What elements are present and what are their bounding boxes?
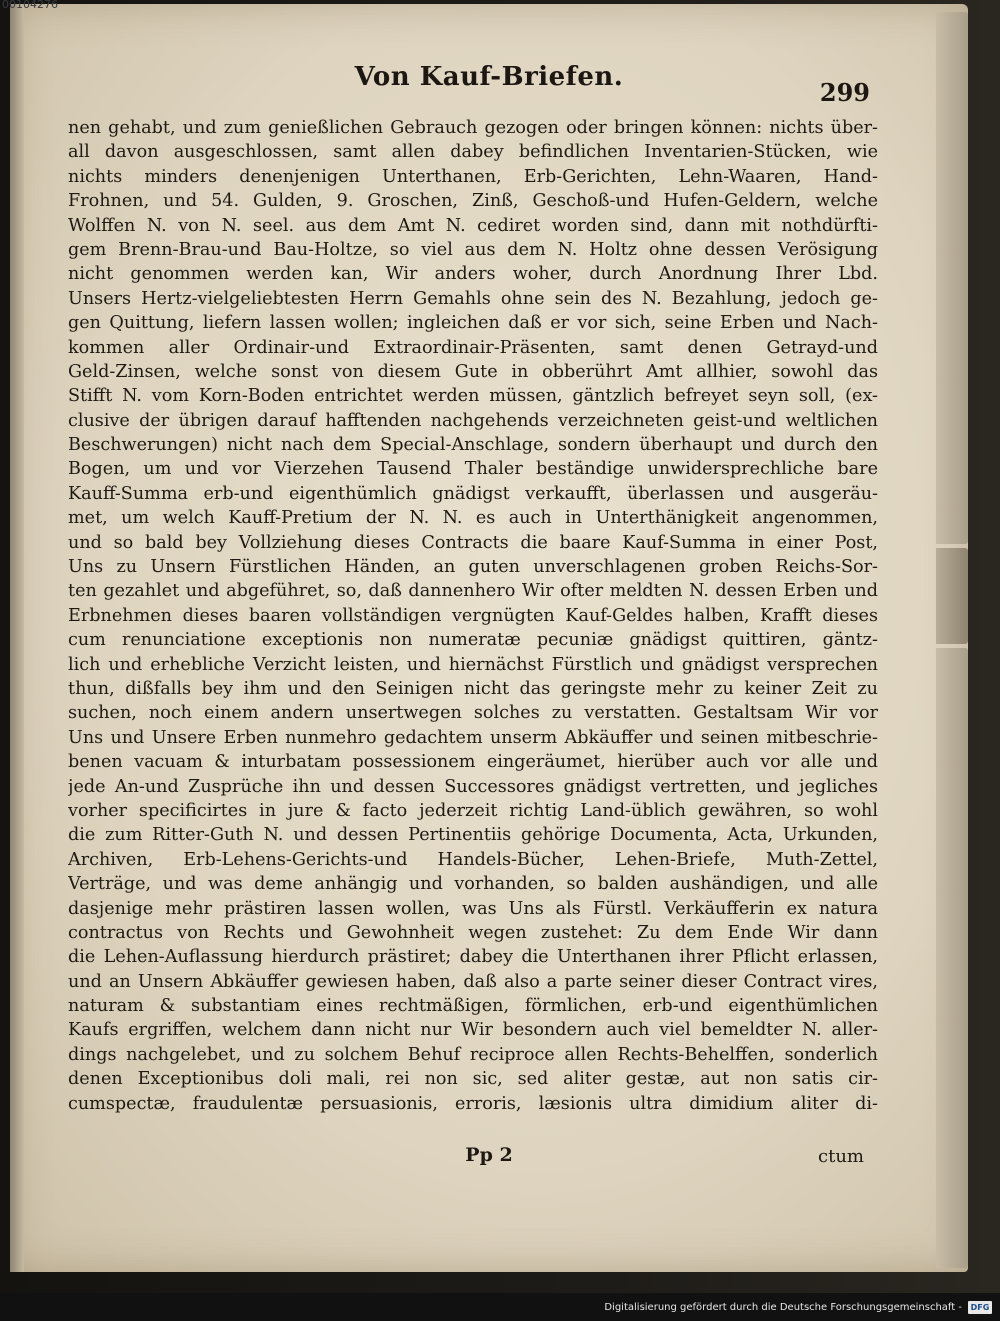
text-line: Uns und Unsere Erben nunmehro gedachtem unserm Abkäuffer und seinen mitbeschrie- <box>68 727 878 748</box>
text-line: Kauff-Summa erb-und eigenthümlich gnädigst verkaufft, überlassen und ausgeräu- <box>68 483 878 504</box>
text-line: Kaufs ergriffen, welchem dann nicht nur Wir besondern auch viel bemeldter N. aller- <box>68 1020 878 1041</box>
text-line: gen Quittung, liefern lassen wollen; ingleichen daß er vor sich, seine Erben und Nach- <box>68 313 878 334</box>
book-page <box>10 4 968 1272</box>
text-line: vorher specificirtes in jure & facto jederzeit richtig Land-üblich gewähren, so wohl <box>68 800 878 821</box>
text-line: Frohnen, und 54. Gulden, 9. Groschen, Zinß, Geschoß-und Hufen-Geldern, welche <box>68 191 878 212</box>
page-number: 299 <box>819 78 870 107</box>
page-edge-strip-bottom <box>936 648 968 1268</box>
text-line: kommen aller Ordinair-und Extraordinair-Präsenten, samt denen Getrayd-und <box>68 337 878 358</box>
text-line: und so bald bey Vollziehung dieses Contracts die baare Kauf-Summa in einer Post, <box>68 532 878 553</box>
body-text <box>68 116 878 1116</box>
text-line: Geld-Zinsen, welche sonst von diesem Gute in obberührt Amt allhier, sowohl das <box>68 361 878 382</box>
running-title: Von Kauf-Briefen. <box>354 62 624 92</box>
text-line: Verträge, und was deme anhängig und vorhanden, so balden aushändigen, und alle <box>68 874 878 895</box>
text-line: Beschwerungen) nicht nach dem Special-Anschlage, sondern überhaupt und durch den <box>68 435 878 456</box>
text-line: thun, dißfalls bey ihm und den Seinigen nicht das geringste mehr zu keiner Zeit zu <box>68 678 878 699</box>
text-line: clusive der übrigen darauf hafftenden nachgehends verzeichneten geist-und weltlichen <box>68 410 878 431</box>
text-line: Uns zu Unsern Fürstlichen Händen, an guten unverschlagenen groben Reichs-Sor- <box>68 557 878 578</box>
text-line: cumspectæ, fraudulentæ persuasionis, erroris, læsionis ultra dimidium aliter di- <box>68 1093 878 1114</box>
text-line: dasjenige mehr prästiren lassen wollen, was Uns als Fürstl. Verkäufferin ex natura <box>68 898 878 919</box>
text-line: die zum Ritter-Guth N. und dessen Pertinentiis gehörige Documenta, Acta, Urkunden, <box>68 825 878 846</box>
funding-credit: Digitalisierung gefördert durch die Deutsche Forschungsgemeinschaft - <box>604 1302 962 1313</box>
text-line: ten gezahlet und abgeführet, so, daß dannenhero Wir ofter meldten N. dessen Erben und <box>68 581 878 602</box>
archive-id: 00104276 <box>2 0 58 11</box>
signature-mark: Pp 2 <box>465 1144 513 1166</box>
page-gutter-edge <box>10 4 24 1272</box>
text-line: suchen, noch einem andern unsertwegen solches zu verstatten. Gestaltsam Wir vor <box>68 703 878 724</box>
dfg-logo-icon: DFG <box>968 1301 992 1314</box>
text-line: met, um welch Kauff-Pretium der N. N. es auch in Unterthänigkeit angenommen, <box>68 508 878 529</box>
text-line: all davon ausgeschlossen, samt allen dabey befindlichen Inventarien-Stücken, wie <box>68 142 878 163</box>
page-edge-strip-middle <box>936 548 968 644</box>
text-line: dings nachgelebet, und zu solchem Behuf reciproce allen Rechts-Behelffen, sonderlich <box>68 1044 878 1065</box>
text-line: Stifft N. vom Korn-Boden entrichtet werden müssen, gäntzlich befreyet seyn soll, (ex- <box>68 386 878 407</box>
text-line: lich und erhebliche Verzicht leisten, und hiernächst Fürstlich und gnädigst versprechen <box>68 654 878 675</box>
text-line: contractus von Rechts und Gewohnheit wegen zustehet: Zu dem Ende Wir dann <box>68 922 878 943</box>
text-line: jede An-und Zusprüche ihn und dessen Successores gnädigst vertretten, und jegliches <box>68 776 878 797</box>
text-line: nichts minders denenjenigen Unterthanen, Erb-Gerichten, Lehn-Waaren, Hand- <box>68 166 878 187</box>
text-line: Unsers Hertz-vielgeliebtesten Herrn Gemahls ohne sein des N. Bezahlung, jedoch ge- <box>68 288 878 309</box>
text-line: und an Unsern Abkäuffer gewiesen haben, daß also a parte seiner dieser Contract vires, <box>68 971 878 992</box>
catchword: ctum <box>818 1146 864 1167</box>
text-line: nicht genommen werden kan, Wir anders woher, durch Anordnung Ihrer Lbd. <box>68 264 878 285</box>
text-line: Bogen, um und vor Vierzehen Tausend Thaler beständige unwidersprechliche bare <box>68 459 878 480</box>
text-line: benen vacuam & inturbatam possessionem eingeräumet, hierüber auch vor alle und <box>68 752 878 773</box>
text-line: die Lehen-Auflassung hierdurch prästiret; dabey die Unterthanen ihrer Pflicht erlassen, <box>68 947 878 968</box>
text-line: cum renunciatione exceptionis non numeratæ pecuniæ gnädigst quittiren, gäntz- <box>68 630 878 651</box>
text-line: Erbnehmen dieses baaren vollständigen vergnügten Kauf-Geldes halben, Krafft dieses <box>68 605 878 626</box>
text-line: nen gehabt, und zum genießlichen Gebrauch gezogen oder bringen können: nichts über- <box>68 118 878 138</box>
text-line: naturam & substantiam eines rechtmäßigen, förmlichen, erb-und eigenthümlichen <box>68 996 878 1017</box>
text-line: gem Brenn-Brau-und Bau-Holtze, so viel aus dem N. Holtz ohne dessen Verösigung <box>68 239 878 260</box>
text-line: Archiven, Erb-Lehens-Gerichts-und Handels-Bücher, Lehen-Briefe, Muth-Zettel, <box>68 849 878 870</box>
text-line: Wolffen N. von N. seel. aus dem Amt N. cediret worden sind, dann mit nothdürfti- <box>68 215 878 236</box>
text-line: denen Exceptionibus doli mali, rei non sic, sed aliter gestæ, aut non satis cir- <box>68 1069 878 1090</box>
